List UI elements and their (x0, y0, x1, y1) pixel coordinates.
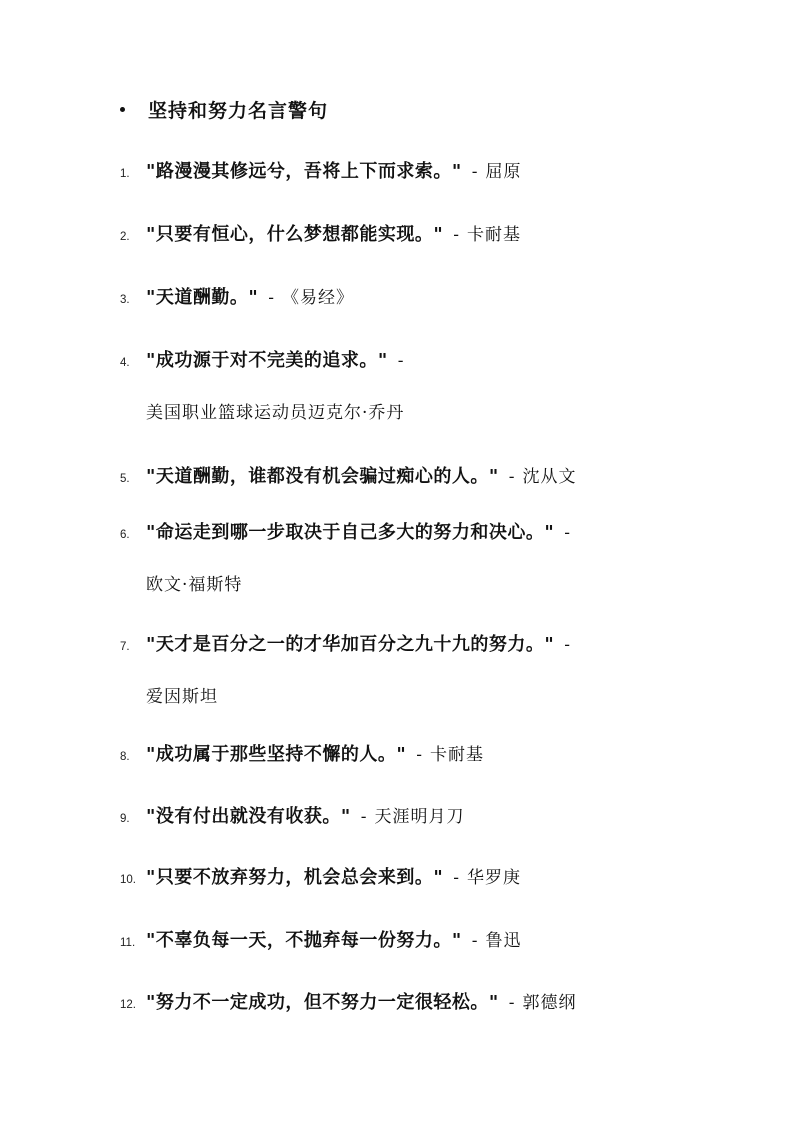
quote-dash: - (564, 523, 571, 543)
quote-number: 9. (120, 813, 130, 825)
quote-number: 11. (120, 937, 136, 949)
quote-author-continued: 爱因斯坦 (146, 687, 218, 707)
quote-author: 《易经》 (282, 288, 355, 308)
quote-text: "没有付出就没有收获。" (146, 806, 351, 827)
quote-line (120, 283, 760, 313)
quote-item (120, 926, 760, 956)
quote-line (120, 863, 760, 893)
quote-text: "只要有恒心，什么梦想都能实现。" (146, 224, 444, 245)
quote-number: 6. (120, 529, 130, 541)
quote-item (120, 462, 760, 492)
quote-author: 卡耐基 (467, 225, 522, 245)
quote-number: 7. (120, 641, 130, 653)
quote-line (120, 630, 760, 660)
quote-text: "努力不一定成功，但不努力一定很轻松。" (146, 992, 499, 1013)
quote-dash: - (471, 162, 478, 182)
quote-text: "成功源于对不完美的追求。" (146, 350, 388, 371)
quote-number: 2. (120, 231, 130, 243)
quote-author: 卡耐基 (430, 745, 485, 765)
quote-line (120, 220, 760, 250)
quote-line (120, 988, 760, 1018)
quote-number: 3. (120, 294, 130, 306)
quote-dash: - (416, 745, 423, 765)
quote-author: 鲁迅 (485, 931, 522, 951)
quote-item (120, 988, 760, 1018)
quote-text: "路漫漫其修远兮，吾将上下而求索。" (146, 161, 462, 182)
quote-text: "天道酬勤，谁都没有机会骗过痴心的人。" (146, 466, 499, 487)
quote-line (120, 740, 760, 770)
quote-item (120, 157, 760, 187)
quote-dash: - (453, 225, 460, 245)
quote-item (120, 283, 760, 313)
quote-line (120, 157, 760, 187)
quote-item (120, 740, 760, 770)
quote-number: 10. (120, 874, 136, 886)
quote-dash: - (564, 635, 571, 655)
quote-line (120, 802, 760, 832)
quote-number: 12. (120, 999, 136, 1011)
quote-text: "只要不放弃努力，机会总会来到。" (146, 867, 444, 888)
quote-item (120, 346, 760, 428)
quote-dash: - (397, 351, 404, 371)
quote-author: 天涯明月刀 (374, 807, 465, 827)
quote-line (120, 518, 760, 548)
quote-number: 4. (120, 357, 130, 369)
quote-text: "不辜负每一天，不抛弃每一份努力。" (146, 930, 462, 951)
quote-dash: - (453, 868, 460, 888)
quote-author-continued: 美国职业篮球运动员迈克尔·乔丹 (146, 403, 405, 423)
quote-item (120, 863, 760, 893)
quote-number: 8. (120, 751, 130, 763)
quote-dash: - (508, 993, 515, 1013)
quote-dash: - (360, 807, 367, 827)
quote-item (120, 630, 760, 712)
quote-line (120, 346, 760, 376)
quote-author: 沈从文 (522, 467, 577, 487)
quote-dash: - (471, 931, 478, 951)
quote-number: 5. (120, 473, 130, 485)
quote-text: "天道酬勤。" (146, 287, 259, 308)
bullet-icon (120, 107, 125, 112)
quote-dash: - (508, 467, 515, 487)
quote-author: 华罗庚 (467, 868, 522, 888)
heading-text: 坚持和努力名言警句 (148, 99, 329, 122)
quote-author: 屈原 (485, 162, 522, 182)
quote-author: 郭德纲 (522, 993, 577, 1013)
quote-author-continued: 欧文·福斯特 (146, 575, 243, 595)
quote-text: "成功属于那些坚持不懈的人。" (146, 744, 407, 765)
section-heading (118, 94, 328, 124)
quote-text: "天才是百分之一的才华加百分之九十九的努力。" (146, 634, 555, 655)
quote-line (120, 462, 760, 492)
quote-item (120, 518, 760, 600)
quote-item (120, 802, 760, 832)
quote-number: 1. (120, 168, 130, 180)
quote-dash: - (268, 288, 275, 308)
quote-line (120, 926, 760, 956)
quote-text: "命运走到哪一步取决于自己多大的努力和决心。" (146, 522, 555, 543)
quote-item (120, 220, 760, 250)
